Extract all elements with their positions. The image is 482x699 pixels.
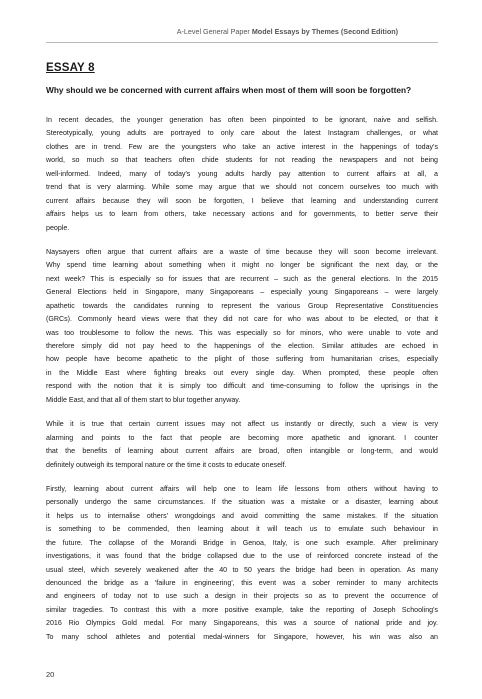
book-title: A-Level General Paper [176, 27, 252, 36]
paragraph-line: denounced the bridge as a 'failure in engineering', this event was a sober reminder to many architects [46, 579, 438, 587]
paragraph-line: Naysayers often argue that current affairs are a waste of time because they will soon become irrelevant. [46, 247, 438, 256]
paragraph-line: respond with the notion that it is simply too difficult and time-consuming to follow the uprisings in the [46, 382, 438, 391]
paragraph-line: usual steel, which severely weakened after the 40 to 50 years the bridge had been in operation. As many [46, 565, 438, 574]
essay-body [46, 114, 438, 655]
paragraph-line: clothes are in trend. Few are the youngsters who take an active interest in the happenings of today's [46, 142, 438, 151]
essay-question: Why should we be concerned with current affairs when most of them will soon be forgotten? [46, 85, 412, 95]
paragraph-line: Middle East, and that all of them start to blur together anyway. [46, 395, 241, 404]
paragraph-line: (GRCs). Commonly heard views were that they did not care for who was about to be elected, or that it [46, 315, 438, 324]
essay-paragraph [46, 246, 438, 407]
paragraph-line: it helps us to internalise others' wrongdoings and avoid committing the same mistakes. If the situation [46, 511, 438, 520]
paragraph-line: well-informed. Indeed, many of today's young adults hardly pay attention to current affairs at all, a [46, 169, 438, 178]
essay-paragraph [46, 483, 438, 644]
header-rule [46, 42, 438, 43]
paragraph-line: While it is true that certain current issues may not affect us instantly or directly, such a view is very [46, 420, 438, 429]
paragraph-line: Firstly, learning about current affairs will help one to learn life lessons from others without having to [46, 484, 438, 493]
essay-paragraph [46, 114, 438, 235]
paragraph-line: investigations, it was found that the bridge collapsed due to the use of reinforced concrete instead of the [46, 552, 438, 561]
paragraph-line: the future. The collapse of the Morandi Bridge in Genoa, Italy, is one such example. After preliminary [46, 538, 438, 547]
paragraph-line: trend that is very alarming. While some may argue that we should not concern ourselves too much with [46, 183, 438, 192]
paragraph-line: and engineers of today not to use such a design in their projects so as to prevent the occurrence of [46, 592, 438, 601]
paragraph-line: alarming and points to the fact that people are becoming more apathetic and ignorant. I counter [46, 433, 438, 442]
essay-paragraph [46, 418, 438, 472]
paragraph-line: definitely outweigh its temporal nature or the time it costs to educate oneself. [46, 460, 287, 469]
paragraph-line: General Elections held in Singapore, many Singaporeans – especially young Singaporeans – were largely [46, 288, 438, 297]
paragraph-line: current affairs because they will soon be forgotten, I believe that learning and understanding current [46, 196, 438, 205]
paragraph-line: Why spend time learning about something when it might no longer be significant the next day, or the [46, 261, 438, 270]
paragraph-line: that the benefits of learning about current affairs are broad, often intangible or long-term, and would [46, 447, 438, 456]
paragraph-line: affairs helps us to learn from others, take necessary actions and for governments, to better serve their [46, 210, 438, 219]
running-header [177, 27, 398, 36]
paragraph-line: is something to be commended, then learning about it will teach us to emulate such behaviour in [46, 525, 438, 534]
paragraph-line: how people have become apathetic to the plight of those suffering from humanitarian crises, especially [46, 355, 438, 364]
paragraph-line: Stereotypically, young adults are portrayed to only care about the latest Instagram challenges, or what [46, 129, 438, 138]
paragraph-line: similar tragedies. To contrast this with a more positive example, take the reporting of Joseph Schooling's [46, 605, 438, 614]
paragraph-line: in the Middle East where fighting breaks out every single day. When prompted, these people often [46, 368, 438, 377]
book-subtitle: Model Essays by Themes (Second Edition) [251, 27, 398, 36]
paragraph-line: people. [46, 223, 70, 232]
paragraph-line: In recent decades, the younger generation has often been pinpointed to be ignorant, naive and selfish. [46, 116, 438, 124]
essay-title: ESSAY 8 [46, 62, 95, 74]
paragraph-line: To many school athletes and potential medal-winners for Singapore, however, his win was also an [46, 632, 438, 641]
page-number: 20 [46, 670, 55, 679]
paragraph-line: was too troublesome to follow the news. This was especially so for minors, who were unable to vote and [46, 328, 438, 337]
paragraph-line: therefore simply did not pay heed to the happenings of the election. Similar attitudes are echoed in [46, 342, 438, 350]
paragraph-line: 2016 Rio Olympics Gold medal. For many Singaporeans, this was a source of national pride and joy. [46, 619, 438, 628]
paragraph-line: personally undergo the same circumstances. If the situation was a mistake or a disaster, learning about [46, 498, 438, 507]
paragraph-line: apathetic towards the candidates running to represent the various Group Representative Constituencies [46, 301, 438, 310]
paragraph-line: next week? This is especially so for issues that are recurrent – such as the general elections. In the 2015 [46, 274, 438, 283]
paragraph-line: world, so much so that teachers often chide students for not reading the newspapers and not being [46, 156, 438, 165]
